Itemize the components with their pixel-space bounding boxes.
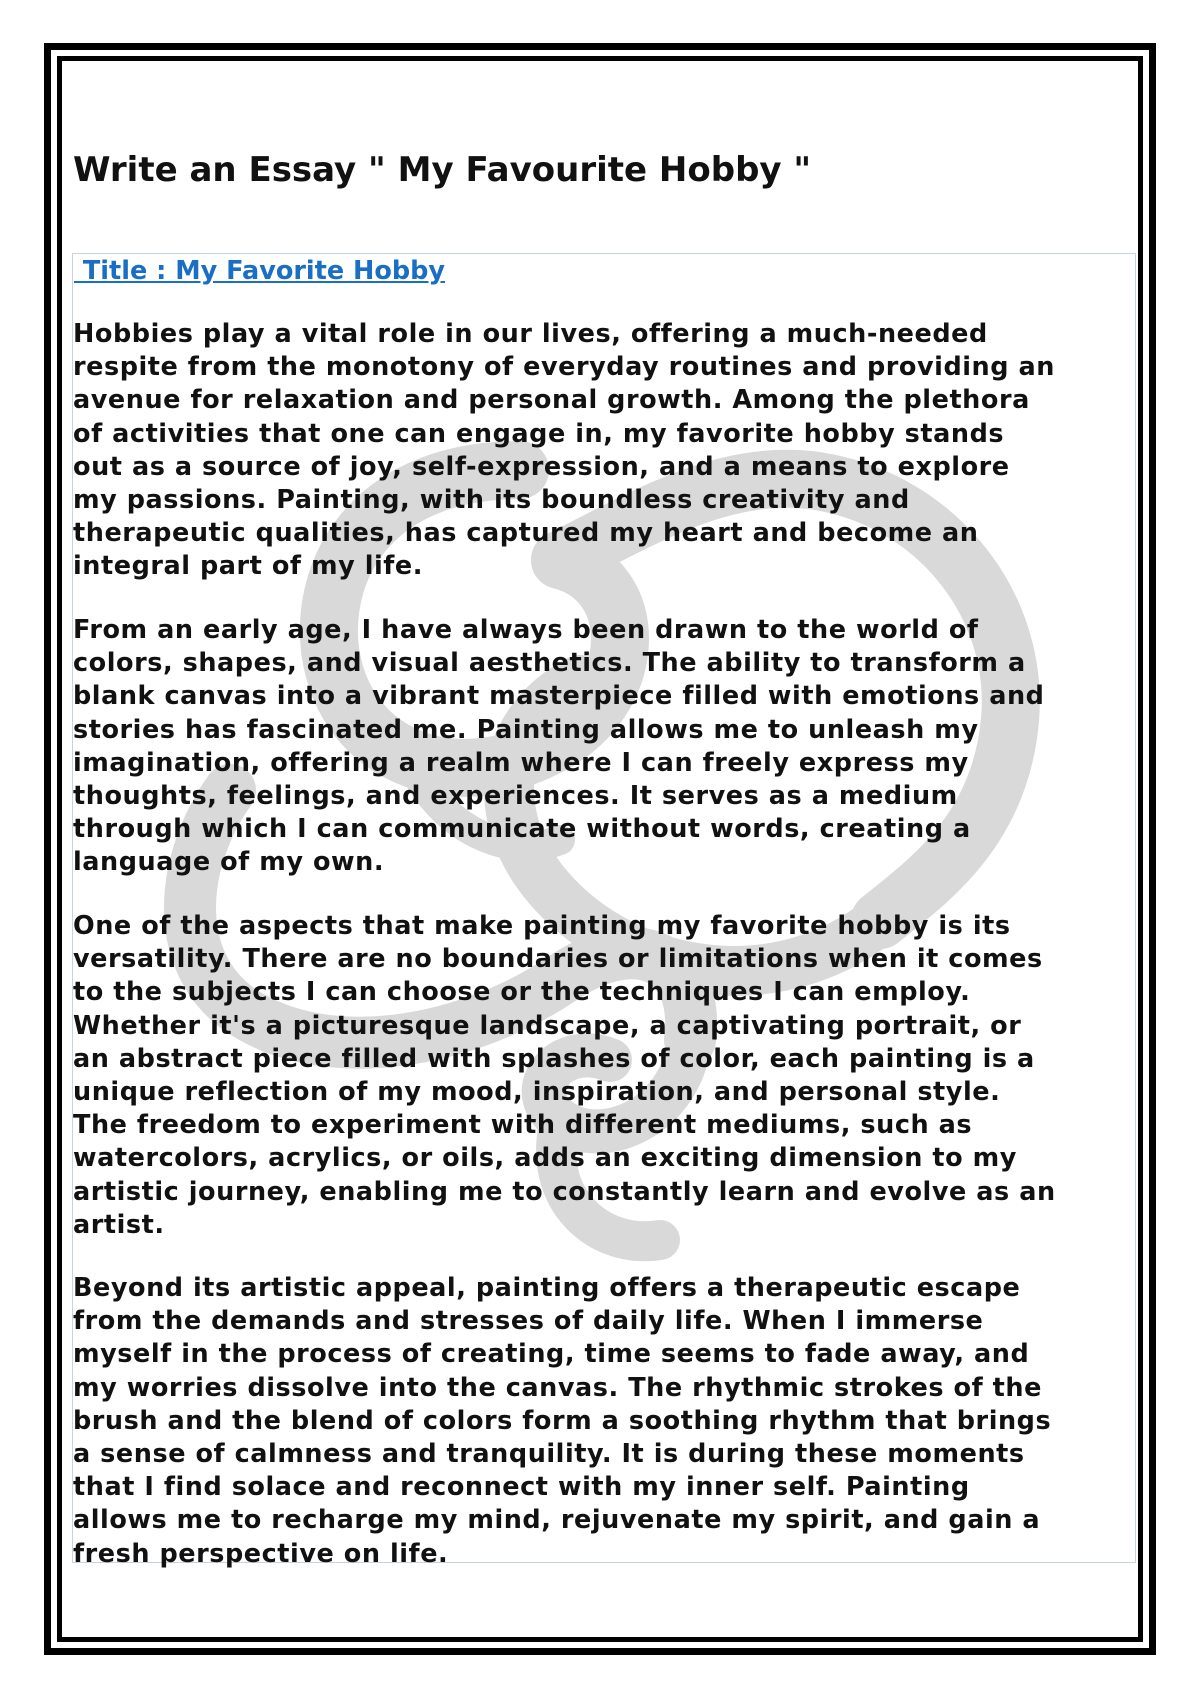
paragraph-line: Beyond its artistic appeal, painting offers a therapeutic escape [73, 1273, 1021, 1303]
essay-paragraph-3 [73, 910, 1143, 1242]
paragraph-line: The freedom to experiment with different mediums, such as [73, 1110, 973, 1141]
paragraph-line: to the subjects I can choose or the techniques I can employ. [73, 977, 971, 1008]
paragraph-line: From an early age, I have always been drawn to the world of [73, 615, 979, 645]
paragraph-line: imagination, offering a realm where I can freely express my [73, 747, 969, 778]
paragraph-line: thoughts, feelings, and experiences. It serves as a medium [73, 781, 958, 812]
paragraph-line: allows me to recharge my mind, rejuvenate my spirit, and gain a [73, 1505, 1041, 1536]
paragraph-line: out as a source of joy, self-expression, and a means to explore [73, 451, 1010, 482]
paragraph-line: integral part of my life. [73, 551, 424, 582]
paragraph-line: brush and the blend of colors form a soothing rhythm that brings [73, 1405, 1052, 1436]
paragraph-line: One of the aspects that make painting my favorite hobby is its [73, 911, 1011, 941]
paragraph-line: through which I can communicate without words, creating a [73, 814, 971, 845]
paragraph-line: Whether it's a picturesque landscape, a captivating portrait, or [73, 1010, 1022, 1041]
paragraph-line: stories has fascinated me. Painting allows me to unleash my [73, 714, 979, 745]
paragraph-line: blank canvas into a vibrant masterpiece filled with emotions and [73, 681, 1045, 712]
paragraph-line: unique reflection of my mood, inspiration, and personal style. [73, 1077, 1001, 1108]
page-heading: Write an Essay " My Favourite Hobby " [73, 150, 812, 190]
paragraph-line: my worries dissolve into the canvas. The rhythmic strokes of the [73, 1372, 1042, 1403]
paragraph-line: fresh perspective on life. [73, 1538, 449, 1569]
paragraph-line: therapeutic qualities, has captured my heart and become an [73, 518, 979, 549]
paragraph-line: from the demands and stresses of daily life. When I immerse [73, 1306, 984, 1337]
paragraph-line: colors, shapes, and visual aesthetics. The ability to transform a [73, 648, 1026, 679]
essay-paragraph-4 [73, 1272, 1143, 1571]
paragraph-line: myself in the process of creating, time seems to fade away, and [73, 1339, 1030, 1370]
paragraph-line: that I find solace and reconnect with my inner self. Painting [73, 1472, 970, 1503]
paragraph-line: my passions. Painting, with its boundless creativity and [73, 485, 910, 516]
paragraph-line: Hobbies play a vital role in our lives, offering a much-needed [73, 319, 988, 349]
paragraph-line: respite from the monotony of everyday routines and providing an [73, 352, 1055, 383]
paragraph-line: a sense of calmness and tranquility. It is during these moments [73, 1439, 1025, 1470]
paragraph-line: avenue for relaxation and personal growth. Among the plethora [73, 385, 1030, 416]
essay-title-link[interactable]: Title : My Favorite Hobby [74, 256, 446, 286]
essay-paragraph-2 [73, 614, 1143, 880]
essay-paragraph-1 [73, 318, 1143, 584]
paragraph-line: artist. [73, 1209, 165, 1240]
paragraph-line: watercolors, acrylics, or oils, adds an exciting dimension to my [73, 1143, 1017, 1174]
paragraph-line: of activities that one can engage in, my favorite hobby stands [73, 418, 1005, 449]
paragraph-line: artistic journey, enabling me to constantly learn and evolve as an [73, 1176, 1056, 1207]
paragraph-line: language of my own. [73, 847, 385, 878]
paragraph-line: versatility. There are no boundaries or limitations when it comes [73, 944, 1043, 975]
paragraph-line: an abstract piece filled with splashes of color, each painting is a [73, 1043, 1035, 1074]
